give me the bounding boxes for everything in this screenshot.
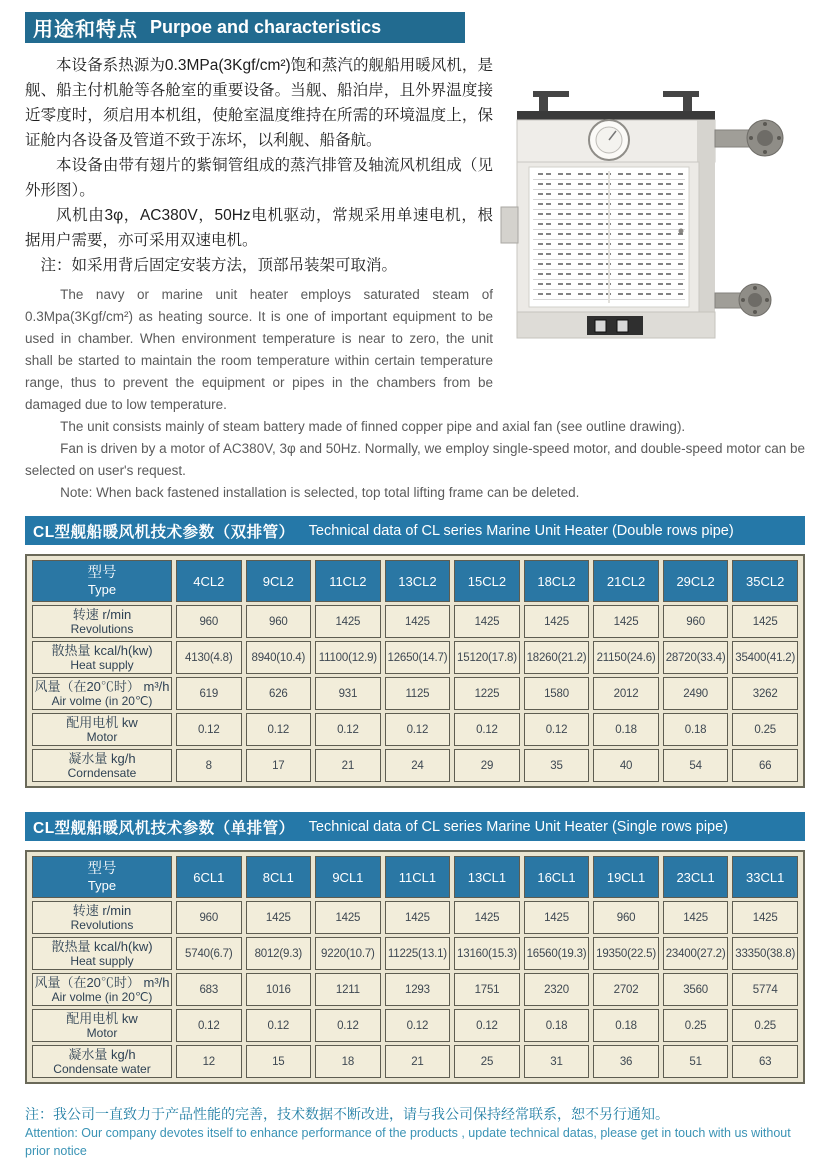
model-column-header: 11CL2 xyxy=(315,560,381,602)
label-en: Motor xyxy=(86,730,118,744)
label-cn: 转速 r/min xyxy=(72,903,132,918)
table-cell: 24 xyxy=(385,749,451,782)
footer-note-cn: 注：我公司一直致力于产品性能的完善，技术数据不断改进，请与我公司保持经常联系，恕不另行通知。 xyxy=(25,1106,669,1122)
marine-unit-heater-image xyxy=(497,81,802,377)
label-cn: 风量（在20℃时） m³/h xyxy=(34,679,170,694)
label-en: Condensate water xyxy=(53,1062,151,1076)
label-cn: 散热量 kcal/h(kw) xyxy=(51,643,153,658)
page-title xyxy=(25,12,465,43)
label-en: Type xyxy=(87,878,117,893)
table-cell: 1751 xyxy=(454,973,520,1006)
label-en: Heat supply xyxy=(70,658,134,672)
row-label-cell xyxy=(32,605,172,638)
table-cell: 5774 xyxy=(732,973,798,1006)
label-cn: 型号 xyxy=(87,565,117,581)
table-row xyxy=(32,605,798,638)
table-cell: 1425 xyxy=(385,901,451,934)
table-row xyxy=(32,713,798,746)
row-label-cell xyxy=(32,713,172,746)
model-column-header: 13CL2 xyxy=(385,560,451,602)
table-row xyxy=(32,973,798,1006)
table-cell: 5740(6.7) xyxy=(176,937,242,970)
model-column-header: 15CL2 xyxy=(454,560,520,602)
table-cell: 4130(4.8) xyxy=(176,641,242,674)
label-en: Revolutions xyxy=(70,622,134,636)
row-label-cell xyxy=(32,937,172,970)
table-cell: 1425 xyxy=(385,605,451,638)
table-cell: 1425 xyxy=(663,901,729,934)
table-cell: 0.18 xyxy=(663,713,729,746)
table-cell: 15 xyxy=(246,1045,312,1078)
table-cell: 1425 xyxy=(454,901,520,934)
table-row xyxy=(32,641,798,674)
table-cell: 8012(9.3) xyxy=(246,937,312,970)
table-cell: 21150(24.6) xyxy=(593,641,659,674)
table-cell: 1211 xyxy=(315,973,381,1006)
model-column-header: 9CL2 xyxy=(246,560,312,602)
product-photo-column xyxy=(493,53,805,416)
label-cn: 转速 r/min xyxy=(72,607,132,622)
label-en: Motor xyxy=(86,1026,118,1040)
table-cell: 63 xyxy=(732,1045,798,1078)
table-cell: 1016 xyxy=(246,973,312,1006)
table-cell: 0.25 xyxy=(663,1009,729,1042)
table-cell: 1125 xyxy=(385,677,451,710)
model-column-header: 4CL2 xyxy=(176,560,242,602)
table-cell: 31 xyxy=(524,1045,590,1078)
table-cell: 1425 xyxy=(454,605,520,638)
table-double-rows-title xyxy=(25,516,805,545)
table-cell: 2012 xyxy=(593,677,659,710)
table-cell: 1225 xyxy=(454,677,520,710)
label-en: Air volme (in 20℃) xyxy=(51,990,153,1004)
table-double-rows-title-en: Technical data of CL series Marine Unit Heater (Double rows pipe) xyxy=(308,522,734,539)
intro-section xyxy=(25,53,805,416)
model-column-header: 35CL2 xyxy=(732,560,798,602)
paragraph-cn-note: 注：如采用背后固定安装方法，顶部吊装架可取消。 xyxy=(40,257,398,274)
table-row xyxy=(32,937,798,970)
table-cell: 0.12 xyxy=(385,713,451,746)
footer-note-en: Attention: Our company devotes itself to enhance performance of the products , update technical datas, please get in touch with us without prior notice xyxy=(25,1126,791,1158)
table-cell: 619 xyxy=(176,677,242,710)
table-cell: 8940(10.4) xyxy=(246,641,312,674)
table-cell: 0.18 xyxy=(593,1009,659,1042)
table-row xyxy=(32,1045,798,1078)
table-cell: 1425 xyxy=(246,901,312,934)
table-cell: 23400(27.2) xyxy=(663,937,729,970)
label-cn: 配用电机 kw xyxy=(66,715,138,730)
paragraph-en-2: The unit consists mainly of steam battery made of finned copper pipe and axial fan (see outline drawing). xyxy=(60,419,686,434)
row-label-cell xyxy=(32,1045,172,1078)
table-cell: 2490 xyxy=(663,677,729,710)
row-label-cell xyxy=(32,973,172,1006)
table-header-row xyxy=(32,856,798,898)
junction-box xyxy=(501,207,518,243)
label-en: Corndensate xyxy=(67,766,137,780)
table-cell: 1580 xyxy=(524,677,590,710)
intro-text-column xyxy=(25,53,493,416)
table-cell: 11225(13.1) xyxy=(385,937,451,970)
table-cell: 33350(38.8) xyxy=(732,937,798,970)
label-en: Heat supply xyxy=(70,954,134,968)
table-cell: 0.12 xyxy=(176,713,242,746)
table-cell: 11100(12.9) xyxy=(315,641,381,674)
table-cell: 51 xyxy=(663,1045,729,1078)
table-cell: 2320 xyxy=(524,973,590,1006)
table-cell: 16560(19.3) xyxy=(524,937,590,970)
model-column-header: 8CL1 xyxy=(246,856,312,898)
table-cell: 19350(22.5) xyxy=(593,937,659,970)
table-cell: 0.12 xyxy=(246,713,312,746)
table-double-rows-title-cn: CL型舰船暖风机技术参数（双排管） xyxy=(33,523,295,541)
table-single-rows-title-cn: CL型舰船暖风机技术参数（单排管） xyxy=(33,819,295,837)
row-label-cell xyxy=(32,677,172,710)
table-row xyxy=(32,1009,798,1042)
table-row xyxy=(32,749,798,782)
label-en: Air volme (in 20℃) xyxy=(51,694,153,708)
table-cell: 0.12 xyxy=(246,1009,312,1042)
table-cell: 1425 xyxy=(732,901,798,934)
model-column-header: 11CL1 xyxy=(385,856,451,898)
paragraph-en-3: Fan is driven by a motor of AC380V, 3φ and 50Hz. Normally, we employ single-speed motor, and double-speed motor can be selected on user's request. xyxy=(25,441,805,478)
label-cn: 型号 xyxy=(87,861,117,877)
model-column-header: 19CL1 xyxy=(593,856,659,898)
model-column-header: 18CL2 xyxy=(524,560,590,602)
table-cell: 18 xyxy=(315,1045,381,1078)
table-cell: 0.12 xyxy=(315,1009,381,1042)
table-cell: 8 xyxy=(176,749,242,782)
row-label-cell xyxy=(32,901,172,934)
table-cell: 36 xyxy=(593,1045,659,1078)
table-cell: 0.12 xyxy=(524,713,590,746)
table-header-row xyxy=(32,560,798,602)
table-cell: 35 xyxy=(524,749,590,782)
table-cell: 0.12 xyxy=(315,713,381,746)
table-cell: 3560 xyxy=(663,973,729,1006)
table-cell: 9220(10.7) xyxy=(315,937,381,970)
table-cell: 13160(15.3) xyxy=(454,937,520,970)
label-en: Revolutions xyxy=(70,918,134,932)
table-cell: 1425 xyxy=(524,605,590,638)
table-cell: 0.18 xyxy=(524,1009,590,1042)
table-cell: 54 xyxy=(663,749,729,782)
model-column-header: 13CL1 xyxy=(454,856,520,898)
row-label-cell xyxy=(32,749,172,782)
table-cell: 21 xyxy=(315,749,381,782)
table-cell: 1425 xyxy=(315,605,381,638)
table-cell: 29 xyxy=(454,749,520,782)
model-column-header: 23CL1 xyxy=(663,856,729,898)
paragraph-cn-2: 本设备由带有翅片的紫铜管组成的蒸汽排管及轴流风机组成（见外形图）。 xyxy=(25,157,493,199)
table-cell: 1425 xyxy=(732,605,798,638)
label-cn: 凝水量 kg/h xyxy=(68,751,136,766)
table-cell: 21 xyxy=(385,1045,451,1078)
model-column-header: 33CL1 xyxy=(732,856,798,898)
table-cell: 0.18 xyxy=(593,713,659,746)
table-cell: 12650(14.7) xyxy=(385,641,451,674)
model-column-header: 21CL2 xyxy=(593,560,659,602)
table-cell: 960 xyxy=(176,901,242,934)
table-cell: 66 xyxy=(732,749,798,782)
label-cn: 散热量 kcal/h(kw) xyxy=(51,939,153,954)
page-title-chinese: 用途和特点 xyxy=(33,19,138,41)
table-cell: 960 xyxy=(176,605,242,638)
table-cell: 40 xyxy=(593,749,659,782)
table-cell: 0.12 xyxy=(176,1009,242,1042)
steam-inlet-flange xyxy=(715,120,783,156)
door-latch xyxy=(678,229,683,234)
table-cell: 0.25 xyxy=(732,713,798,746)
table-cell: 12 xyxy=(176,1045,242,1078)
table-cell: 1293 xyxy=(385,973,451,1006)
table-cell: 35400(41.2) xyxy=(732,641,798,674)
type-corner-cell xyxy=(32,560,172,602)
table-cell: 931 xyxy=(315,677,381,710)
paragraph-cn-3: 风机由3φ，AC380V，50Hz电机驱动，常规采用单速电机，根据用户需要，亦可采用双速电机。 xyxy=(25,207,493,249)
label-en: Type xyxy=(87,582,117,597)
type-corner-cell xyxy=(32,856,172,898)
table-cell: 3262 xyxy=(732,677,798,710)
row-label-cell xyxy=(32,641,172,674)
table-cell: 0.25 xyxy=(732,1009,798,1042)
model-column-header: 16CL1 xyxy=(524,856,590,898)
page-title-english: Purpoe and characteristics xyxy=(150,17,382,37)
spec-table xyxy=(28,557,802,785)
footer-note xyxy=(25,1104,805,1160)
table-cell: 0.12 xyxy=(385,1009,451,1042)
condensate-outlet-flange xyxy=(715,284,771,316)
table-cell: 960 xyxy=(593,901,659,934)
table-cell: 25 xyxy=(454,1045,520,1078)
model-column-header: 9CL1 xyxy=(315,856,381,898)
spec-table xyxy=(28,853,802,1081)
table-single-rows-title-en: Technical data of CL series Marine Unit Heater (Single rows pipe) xyxy=(308,818,729,835)
table-cell: 683 xyxy=(176,973,242,1006)
table-cell: 626 xyxy=(246,677,312,710)
table-cell: 1425 xyxy=(315,901,381,934)
table-cell: 0.12 xyxy=(454,713,520,746)
control-panel xyxy=(587,316,643,335)
marine-unit-heater-photo xyxy=(497,81,802,382)
table-cell: 960 xyxy=(246,605,312,638)
model-column-header: 29CL2 xyxy=(663,560,729,602)
label-cn: 风量（在20℃时） m³/h xyxy=(34,975,170,990)
paragraph-en-4: Note: When back fastened installation is selected, top total lifting frame can be deleted. xyxy=(60,485,580,500)
table-double-rows-pipe xyxy=(25,554,805,788)
table-cell: 28720(33.4) xyxy=(663,641,729,674)
table-cell: 2702 xyxy=(593,973,659,1006)
paragraph-cn-1: 本设备系热源为0.3MPa(3Kgf/cm²)饱和蒸汽的舰船用暖风机，是舰、船主付机舱等各舱室的重要设备。当舰、船泊岸，且外界温度接近零度时，须启用本机组，使舱室温度维持在所需的环境温度上，保证舱内各设备及管道不致于冻坏，以利舰、船备航。 xyxy=(25,57,493,149)
table-single-rows-pipe xyxy=(25,850,805,1084)
table-single-rows-title xyxy=(25,812,805,841)
table-cell: 1425 xyxy=(524,901,590,934)
table-cell: 18260(21.2) xyxy=(524,641,590,674)
table-cell: 0.12 xyxy=(454,1009,520,1042)
model-column-header: 6CL1 xyxy=(176,856,242,898)
label-cn: 凝水量 kg/h xyxy=(68,1047,136,1062)
row-label-cell xyxy=(32,1009,172,1042)
table-cell: 17 xyxy=(246,749,312,782)
paragraph-en-1: The navy or marine unit heater employs saturated steam of 0.3Mpa(3Kgf/cm²) as heating source. It is one of important equipment to be used in chamber. When environment temperature is near to zero, the unit shall be started to maintain the room temperature within certain temperature range, thus to prevent the equipment or pipes in the chambers from be damaged due to low temperature. xyxy=(25,287,493,412)
label-cn: 配用电机 kw xyxy=(66,1011,138,1026)
table-row xyxy=(32,901,798,934)
table-row xyxy=(32,677,798,710)
table-cell: 15120(17.8) xyxy=(454,641,520,674)
table-cell: 1425 xyxy=(593,605,659,638)
table-cell: 960 xyxy=(663,605,729,638)
